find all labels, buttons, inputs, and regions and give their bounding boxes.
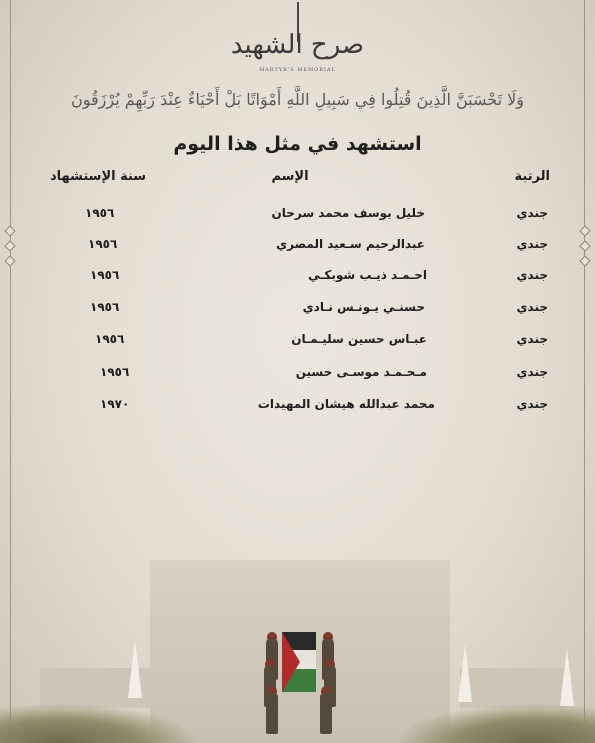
name-cell: احـمـد ذيـب شوبكـي [308, 268, 427, 282]
logo-arabic: صرح الشهيد [230, 30, 365, 60]
memorial-obelisk [128, 640, 142, 698]
memorial-obelisk [458, 644, 472, 702]
table-row [0, 237, 595, 269]
table-row [0, 397, 595, 429]
year-cell: ١٩٥٦ [90, 300, 120, 314]
table-row [0, 365, 595, 397]
column-header-year: سنة الإستشهاد [50, 169, 147, 184]
shrubbery-left [0, 703, 200, 743]
year-cell: ١٩٥٦ [88, 237, 118, 251]
flag-draped-coffin [282, 632, 316, 692]
logo-english: MARTYR'S MEMORIAL [259, 67, 336, 73]
table-row [0, 300, 595, 332]
table-row [0, 332, 595, 364]
column-header-name: الإسم [271, 169, 309, 184]
name-cell: حسنـي يـونـس نـادي [302, 300, 425, 314]
name-cell: عبدالرحيم سـعيد المصري [276, 237, 425, 251]
memorial-obelisk [560, 648, 574, 706]
soldier-figure [320, 692, 332, 734]
quran-verse: وَلَا تَحْسَبَنَّ الَّذِينَ قُتِلُوا فِي سَبِيلِ اللَّهِ أَمْوَاتًا بَلْ أَحْيَاءٌ عِنْدَ رَبِّهِمْ يُرْزَقُونَ [71, 90, 524, 109]
funeral-procession-image [0, 560, 595, 743]
soldier-figure [266, 692, 278, 734]
table-row [0, 268, 595, 300]
year-cell: ١٩٥٦ [90, 268, 120, 282]
column-header-rank: الرتبة [514, 169, 550, 184]
rank-cell: جندي [516, 397, 548, 411]
name-cell: مـحـمـد موسـى حسين [295, 365, 427, 379]
rank-cell: جندي [516, 206, 548, 220]
name-cell: خليل يوسف محمد سرحان [271, 206, 425, 220]
rank-cell: جندي [516, 365, 548, 379]
year-cell: ١٩٥٦ [85, 206, 115, 220]
year-cell: ١٩٥٦ [100, 365, 130, 379]
rank-cell: جندي [516, 237, 548, 251]
rank-cell: جندي [516, 300, 548, 314]
name-cell: عبـاس حسين سليـمـان [291, 332, 427, 346]
rank-cell: جندي [516, 332, 548, 346]
shrubbery-right [395, 703, 595, 743]
year-cell: ١٩٥٦ [95, 332, 125, 346]
name-cell: محمد عبدالله هيشان المهيدات [257, 397, 435, 411]
rank-cell: جندي [516, 268, 548, 282]
table-row [0, 206, 595, 238]
year-cell: ١٩٧٠ [100, 397, 130, 411]
page-title: استشهد في مثل هذا اليوم [173, 133, 422, 155]
memorial-wall [460, 668, 570, 708]
